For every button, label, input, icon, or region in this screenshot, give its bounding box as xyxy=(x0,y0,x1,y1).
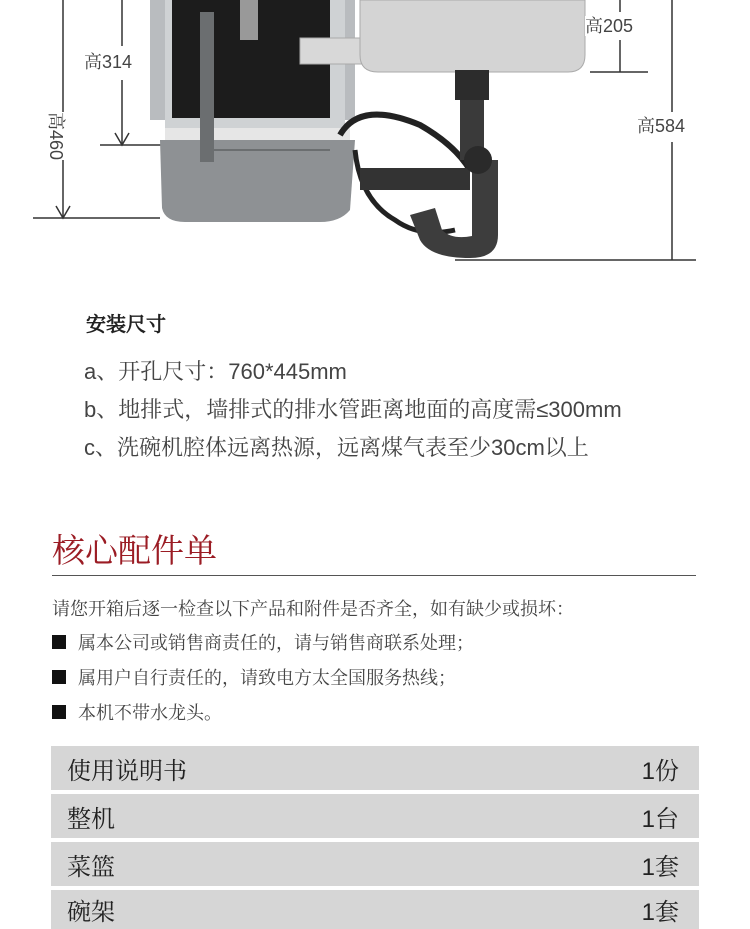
height-460-label: 高460 xyxy=(46,112,66,161)
part-name: 使用说明书 xyxy=(67,757,187,785)
bullet-text: 属本公司或销售商责任的，请与销售商联系处理； xyxy=(78,633,474,653)
square-bullet-icon xyxy=(52,705,66,719)
bullet-item xyxy=(52,664,456,690)
table-row xyxy=(51,890,699,929)
part-name: 碗架 xyxy=(67,899,115,926)
table-row xyxy=(51,842,699,886)
part-quantity: 1套 xyxy=(641,899,679,926)
heading-divider xyxy=(52,575,696,576)
part-quantity: 1台 xyxy=(641,805,679,833)
part-name: 整机 xyxy=(67,805,115,833)
height-314-label: 高314 xyxy=(84,52,133,72)
install-spec-c: c、洗碗机腔体远离热源，远离煤气表至少30cm以上 xyxy=(84,435,589,460)
part-quantity: 1套 xyxy=(641,853,679,881)
part-quantity: 1份 xyxy=(641,757,679,785)
height-205-label: 高205 xyxy=(585,16,634,36)
parts-intro: 请您开箱后逐一检查以下产品和附件是否齐全，如有缺少或损坏： xyxy=(52,599,574,619)
install-spec-b: b、地排式，墙排式的排水管距离地面的高度需≤300mm xyxy=(84,397,622,422)
table-row xyxy=(51,794,699,838)
installation-diagram xyxy=(0,0,750,270)
bullet-item xyxy=(52,699,222,725)
square-bullet-icon xyxy=(52,670,66,684)
bullet-text: 本机不带水龙头。 xyxy=(78,703,222,723)
bullet-text: 属用户自行责任的，请致电方太全国服务热线； xyxy=(78,668,456,688)
square-bullet-icon xyxy=(52,635,66,649)
height-584-label: 高584 xyxy=(637,116,686,136)
parts-heading: 核心配件单 xyxy=(52,532,217,569)
table-row xyxy=(51,746,699,790)
part-name: 菜篮 xyxy=(67,853,115,881)
bullet-item xyxy=(52,629,474,655)
install-spec-a: a、开孔尺寸：760*445mm xyxy=(84,359,347,384)
install-size-title: 安装尺寸 xyxy=(86,314,166,336)
